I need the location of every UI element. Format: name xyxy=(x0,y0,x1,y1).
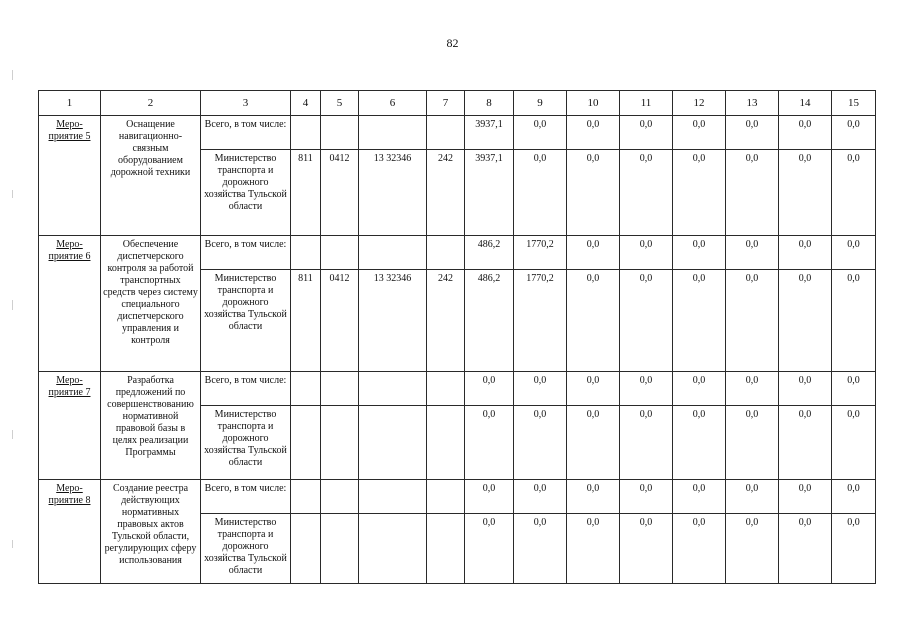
funding-source: Министерство транспорта и дорожного хозяйства Тульской области xyxy=(201,406,291,480)
value-cell: 0,0 xyxy=(567,150,620,236)
page-number: 82 xyxy=(446,36,459,50)
header-cell: 7 xyxy=(427,91,465,116)
table-row xyxy=(39,372,876,406)
value-cell: 0,0 xyxy=(620,514,673,584)
value-cell xyxy=(427,480,465,514)
value-cell xyxy=(321,372,359,406)
value-cell: 0,0 xyxy=(726,480,779,514)
value-cell xyxy=(321,514,359,584)
scan-artifact xyxy=(12,190,13,198)
value-cell: 0,0 xyxy=(673,372,726,406)
value-cell: 1770,2 xyxy=(514,270,567,372)
value-cell xyxy=(427,372,465,406)
funding-source: Всего, в том числе: xyxy=(201,236,291,270)
value-cell: 0,0 xyxy=(726,270,779,372)
value-cell: 0,0 xyxy=(620,236,673,270)
value-cell: 0,0 xyxy=(567,406,620,480)
value-cell xyxy=(291,116,321,150)
value-cell xyxy=(291,372,321,406)
value-cell: 0,0 xyxy=(832,116,876,150)
value-cell xyxy=(359,480,427,514)
value-cell: 0,0 xyxy=(514,514,567,584)
header-cell: 5 xyxy=(321,91,359,116)
value-cell: 0,0 xyxy=(832,514,876,584)
event-label-part[interactable]: приятие 5 xyxy=(48,131,91,142)
value-cell: 811 xyxy=(291,150,321,236)
value-cell: 0,0 xyxy=(465,372,514,406)
value-cell: 0,0 xyxy=(465,480,514,514)
header-cell: 2 xyxy=(101,91,201,116)
value-cell xyxy=(321,480,359,514)
value-cell: 0,0 xyxy=(567,270,620,372)
header-cell: 15 xyxy=(832,91,876,116)
value-cell: 0412 xyxy=(321,150,359,236)
event-label-part[interactable]: приятие 8 xyxy=(48,495,91,506)
scan-artifact xyxy=(12,430,13,439)
value-cell: 0,0 xyxy=(726,406,779,480)
header-cell: 10 xyxy=(567,91,620,116)
table-row xyxy=(39,236,876,270)
value-cell: 242 xyxy=(427,150,465,236)
value-cell: 0,0 xyxy=(832,270,876,372)
value-cell: 0,0 xyxy=(779,116,832,150)
value-cell: 0,0 xyxy=(832,480,876,514)
value-cell xyxy=(427,236,465,270)
value-cell: 0,0 xyxy=(620,270,673,372)
value-cell: 0,0 xyxy=(779,480,832,514)
header-cell: 13 xyxy=(726,91,779,116)
event-name: Оснащение навигационно-связным оборудованием дорожной техники xyxy=(101,116,201,236)
event-name: Создание реестра действующих нормативных правовых актов Тульской области, регулирующих сферу использования xyxy=(101,480,201,584)
value-cell: 0,0 xyxy=(726,236,779,270)
funding-source: Всего, в том числе: xyxy=(201,480,291,514)
value-cell: 0,0 xyxy=(832,406,876,480)
value-cell: 0,0 xyxy=(673,270,726,372)
value-cell: 0,0 xyxy=(465,406,514,480)
value-cell: 13 32346 xyxy=(359,270,427,372)
header-row xyxy=(39,91,876,116)
value-cell: 0,0 xyxy=(567,116,620,150)
value-cell: 0,0 xyxy=(832,150,876,236)
value-cell xyxy=(359,372,427,406)
value-cell: 0,0 xyxy=(779,150,832,236)
value-cell: 0,0 xyxy=(779,270,832,372)
funding-source: Министерство транспорта и дорожного хозяйства Тульской области xyxy=(201,150,291,236)
scan-artifact xyxy=(12,300,13,310)
value-cell xyxy=(359,514,427,584)
value-cell: 242 xyxy=(427,270,465,372)
table-row xyxy=(39,116,876,150)
table-row xyxy=(39,480,876,514)
value-cell: 486,2 xyxy=(465,236,514,270)
value-cell: 0,0 xyxy=(567,514,620,584)
value-cell: 3937,1 xyxy=(465,150,514,236)
value-cell: 0,0 xyxy=(620,372,673,406)
value-cell: 1770,2 xyxy=(514,236,567,270)
value-cell xyxy=(321,406,359,480)
value-cell: 0,0 xyxy=(620,480,673,514)
value-cell: 0,0 xyxy=(779,372,832,406)
value-cell: 3937,1 xyxy=(465,116,514,150)
event-label-part[interactable]: Меро- xyxy=(56,483,83,494)
funding-source: Министерство транспорта и дорожного хозяйства Тульской области xyxy=(201,514,291,584)
funding-source: Всего, в том числе: xyxy=(201,116,291,150)
value-cell: 0,0 xyxy=(567,480,620,514)
value-cell: 0,0 xyxy=(726,116,779,150)
funding-source: Всего, в том числе: xyxy=(201,372,291,406)
value-cell: 0,0 xyxy=(620,150,673,236)
value-cell: 0,0 xyxy=(779,514,832,584)
value-cell xyxy=(291,406,321,480)
value-cell xyxy=(291,480,321,514)
header-cell: 3 xyxy=(201,91,291,116)
header-cell: 6 xyxy=(359,91,427,116)
header-cell: 14 xyxy=(779,91,832,116)
value-cell xyxy=(427,406,465,480)
value-cell xyxy=(321,236,359,270)
header-cell: 1 xyxy=(39,91,101,116)
event-label-part[interactable]: Меро- xyxy=(56,239,83,250)
value-cell: 0,0 xyxy=(673,480,726,514)
value-cell: 0,0 xyxy=(832,372,876,406)
value-cell: 0,0 xyxy=(673,150,726,236)
value-cell: 0,0 xyxy=(567,372,620,406)
value-cell: 0,0 xyxy=(726,372,779,406)
value-cell xyxy=(291,514,321,584)
event-name: Разработка предложений по совершенствованию нормативной правовой базы в целях реализации Программы xyxy=(101,372,201,480)
value-cell: 0,0 xyxy=(514,372,567,406)
header-cell: 11 xyxy=(620,91,673,116)
value-cell: 811 xyxy=(291,270,321,372)
value-cell: 0,0 xyxy=(673,116,726,150)
scan-artifact xyxy=(12,540,13,548)
event-name: Обеспечение диспетчерского контроля за работой транспортных средств через систему специального диспетчерского управления и контроля xyxy=(101,236,201,372)
budget-table xyxy=(38,90,876,584)
value-cell: 0,0 xyxy=(620,116,673,150)
event-label-part[interactable]: Меро- xyxy=(56,375,83,386)
header-cell: 12 xyxy=(673,91,726,116)
value-cell: 0,0 xyxy=(726,514,779,584)
value-cell: 0,0 xyxy=(673,406,726,480)
value-cell: 0,0 xyxy=(779,406,832,480)
value-cell: 13 32346 xyxy=(359,150,427,236)
funding-source: Министерство транспорта и дорожного хозяйства Тульской области xyxy=(201,270,291,372)
value-cell: 0,0 xyxy=(465,514,514,584)
event-label[interactable] xyxy=(39,116,101,236)
value-cell: 0,0 xyxy=(779,236,832,270)
header-cell: 9 xyxy=(514,91,567,116)
value-cell: 0,0 xyxy=(514,150,567,236)
value-cell xyxy=(291,236,321,270)
value-cell: 486,2 xyxy=(465,270,514,372)
event-label-part[interactable]: приятие 7 xyxy=(48,387,91,398)
value-cell xyxy=(321,116,359,150)
value-cell: 0,0 xyxy=(832,236,876,270)
header-cell: 8 xyxy=(465,91,514,116)
value-cell: 0,0 xyxy=(726,150,779,236)
scan-artifact xyxy=(12,70,13,80)
event-label[interactable] xyxy=(39,236,101,372)
value-cell: 0,0 xyxy=(567,236,620,270)
value-cell: 0,0 xyxy=(514,116,567,150)
value-cell: 0,0 xyxy=(673,236,726,270)
event-label[interactable] xyxy=(39,480,101,584)
event-label[interactable] xyxy=(39,372,101,480)
event-label-part[interactable]: Меро- xyxy=(56,119,83,130)
value-cell: 0,0 xyxy=(514,406,567,480)
event-label-part[interactable]: приятие 6 xyxy=(48,251,91,262)
value-cell xyxy=(359,236,427,270)
value-cell: 0,0 xyxy=(620,406,673,480)
value-cell: 0,0 xyxy=(514,480,567,514)
value-cell xyxy=(359,116,427,150)
value-cell xyxy=(359,406,427,480)
value-cell xyxy=(427,116,465,150)
header-cell: 4 xyxy=(291,91,321,116)
value-cell: 0,0 xyxy=(673,514,726,584)
value-cell xyxy=(427,514,465,584)
value-cell: 0412 xyxy=(321,270,359,372)
